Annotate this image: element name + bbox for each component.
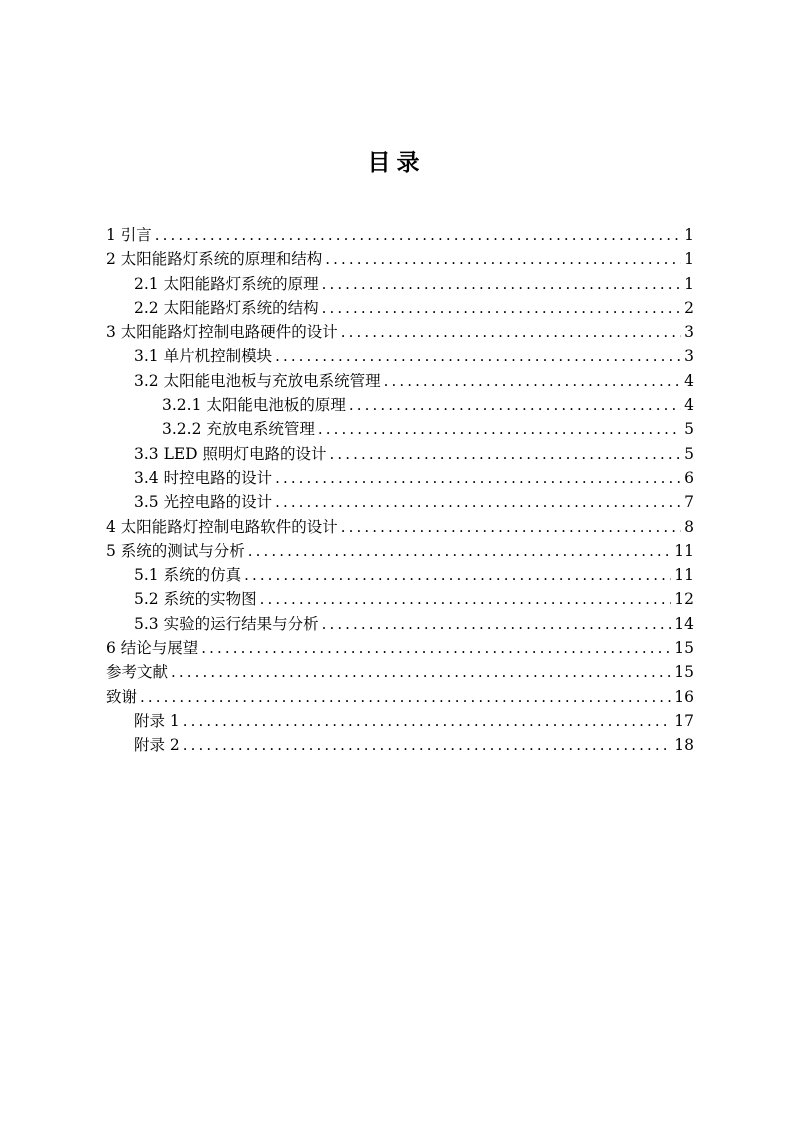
toc-entry[interactable] [106, 247, 694, 271]
toc-entry-page: 1 [684, 274, 694, 293]
toc-entry-label: 5.3 实验的运行结果与分析 [134, 614, 319, 633]
toc-entry-page: 4 [684, 396, 694, 415]
toc-entry[interactable] [106, 587, 694, 611]
toc-entry-page: 5 [684, 444, 694, 463]
toc-entry-page: 18 [674, 736, 694, 755]
toc-leader-dots [325, 247, 681, 271]
toc-leader-dots [201, 636, 671, 660]
toc-entry-page: 5 [684, 420, 694, 439]
toc-leader-dots [183, 709, 671, 733]
toc-leader-dots [275, 466, 681, 490]
toc-entry[interactable] [106, 369, 694, 393]
toc-entry[interactable] [106, 709, 694, 733]
toc-entry-page: 11 [674, 541, 694, 560]
toc-entry[interactable] [106, 515, 694, 539]
toc-entry-page: 14 [674, 614, 694, 633]
toc-entry-label: 6 结论与展望 [106, 639, 199, 658]
toc-entry-page: 11 [674, 566, 694, 585]
toc-entry[interactable] [106, 344, 694, 368]
toc-entry[interactable] [106, 636, 694, 660]
toc-entry-label: 3.3 LED 照明灯电路的设计 [134, 444, 327, 463]
toc-entry-label: 参考文献 [106, 663, 169, 682]
toc-entry[interactable] [106, 733, 694, 757]
toc-entry-label: 3.4 时控电路的设计 [134, 468, 273, 487]
toc-entry-label: 2.2 太阳能路灯系统的结构 [134, 298, 319, 317]
toc-leader-dots [322, 296, 681, 320]
toc-leader-dots [330, 442, 681, 466]
toc-entry[interactable] [106, 660, 694, 684]
toc-entry-page: 2 [684, 298, 694, 317]
toc-entry-page: 7 [684, 493, 694, 512]
toc-entry-page: 1 [684, 250, 694, 269]
toc-entry-label: 附录 2 [134, 736, 180, 755]
toc-entry-page: 4 [684, 371, 694, 390]
toc-entry-label: 4 太阳能路灯控制电路软件的设计 [106, 517, 338, 536]
toc-entry-page: 1 [684, 226, 694, 244]
toc-entry-label: 3.2.2 充放电系统管理 [162, 420, 315, 439]
page-title: 目录 [367, 149, 426, 176]
toc-leader-dots [171, 660, 671, 684]
toc-entry[interactable] [106, 296, 694, 320]
toc-entry-label: 3.1 单片机控制模块 [134, 347, 273, 366]
toc-entry-label: 3.2.1 太阳能电池板的原理 [162, 396, 346, 415]
toc-entry[interactable] [106, 320, 694, 344]
toc-leader-dots [275, 490, 681, 514]
toc-entry[interactable] [106, 612, 694, 636]
toc-entry-page: 3 [684, 347, 694, 366]
toc-leader-dots [322, 272, 681, 296]
toc-leader-dots [155, 223, 681, 247]
toc-leader-dots [384, 369, 681, 393]
toc-entry[interactable] [106, 685, 694, 709]
toc-leader-dots [322, 612, 672, 636]
toc-entry[interactable] [106, 563, 694, 587]
toc-leader-dots [244, 563, 671, 587]
toc-entry[interactable] [106, 393, 694, 417]
toc-entry-label: 附录 1 [134, 711, 180, 730]
toc-leader-dots [248, 539, 671, 563]
toc-entry-page: 15 [674, 639, 694, 658]
toc-entry-page: 17 [674, 711, 694, 730]
toc-entry[interactable] [106, 223, 694, 247]
toc-entry-label: 2.1 太阳能路灯系统的原理 [134, 274, 319, 293]
toc-entry[interactable] [106, 466, 694, 490]
toc-entry-label: 2 太阳能路灯系统的原理和结构 [106, 250, 323, 269]
toc-leader-dots [260, 587, 672, 611]
toc-entry-page: 8 [684, 517, 694, 536]
toc-leader-dots [341, 515, 681, 539]
toc-entry-page: 3 [684, 323, 694, 342]
toc-leader-dots [183, 733, 671, 757]
toc-entry[interactable] [106, 490, 694, 514]
toc-leader-dots [341, 320, 681, 344]
table-of-contents [106, 223, 694, 758]
toc-entry-page: 16 [674, 687, 694, 706]
toc-entry-label: 5.1 系统的仿真 [134, 566, 242, 585]
toc-entry[interactable] [106, 442, 694, 466]
toc-entry[interactable] [106, 272, 694, 296]
toc-leader-dots [140, 685, 671, 709]
toc-entry[interactable] [106, 417, 694, 441]
toc-entry-label: 3.2 太阳能电池板与充放电系统管理 [134, 371, 381, 390]
toc-leader-dots [275, 344, 681, 368]
toc-entry[interactable] [106, 539, 694, 563]
toc-entry-label: 5.2 系统的实物图 [134, 590, 257, 609]
toc-entry-label: 3.5 光控电路的设计 [134, 493, 273, 512]
toc-leader-dots [318, 417, 681, 441]
toc-entry-page: 15 [674, 663, 694, 682]
toc-entry-label: 1 引言 [106, 226, 152, 244]
toc-entry-label: 3 太阳能路灯控制电路硬件的设计 [106, 323, 338, 342]
toc-leader-dots [349, 393, 681, 417]
toc-entry-label: 5 系统的测试与分析 [106, 541, 245, 560]
toc-entry-label: 致谢 [106, 687, 138, 706]
toc-entry-page: 12 [674, 590, 694, 609]
toc-entry-page: 6 [684, 468, 694, 487]
